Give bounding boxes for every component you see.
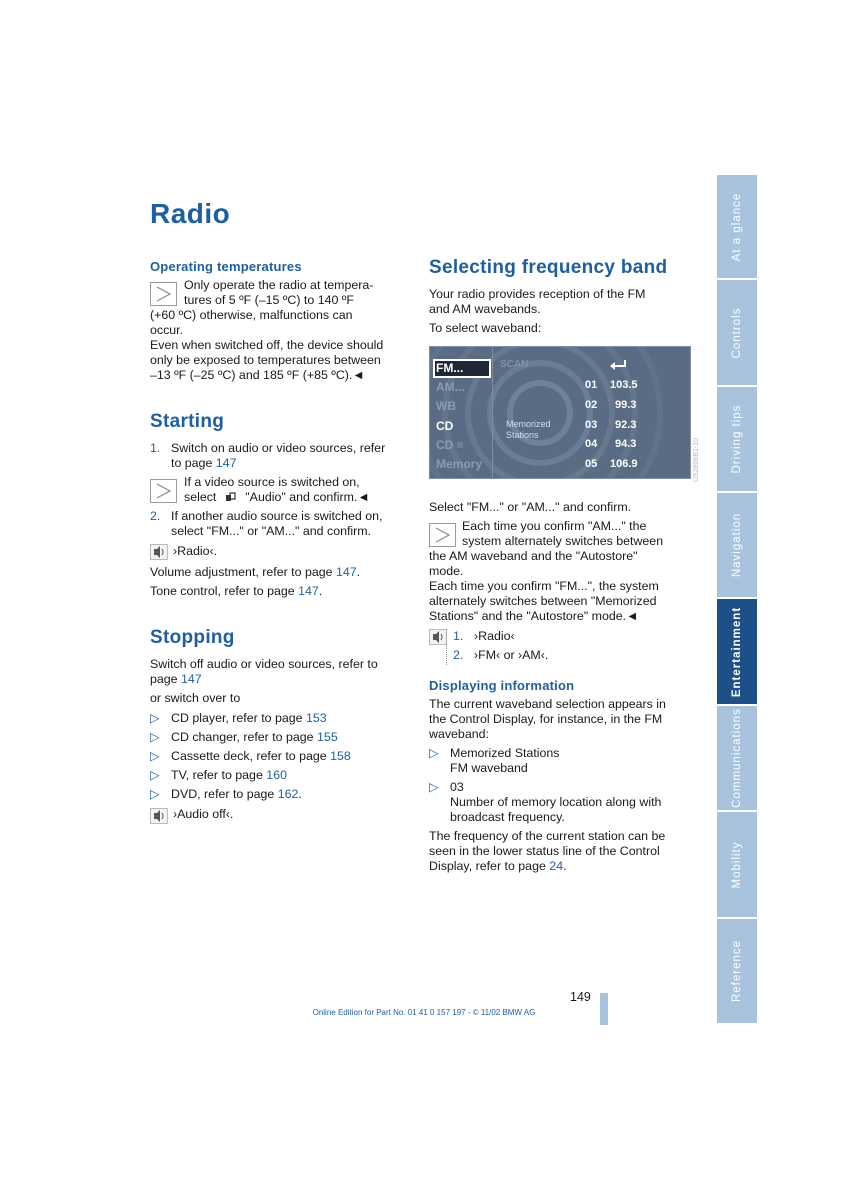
station-frequency: 99.3 [615, 399, 637, 411]
audio-menu-icon [220, 490, 242, 505]
station-number: 05 [585, 458, 598, 470]
station-frequency: 92.3 [615, 419, 637, 431]
stopping-text-line: Switch off audio or video sources, refer to [150, 657, 378, 671]
note-icon [429, 523, 456, 547]
step-number: 1. [150, 441, 161, 455]
waveband-note-line: Stations" and the "Autostore" mode.◄ [429, 609, 639, 623]
list-item: ▷ CD changer, refer to page 155 [150, 730, 338, 744]
station-number: 02 [585, 399, 598, 411]
tab-at-a-glance[interactable]: At a glance [717, 175, 757, 280]
bullet-icon: ▷ [150, 768, 160, 782]
waveband-note-line: the AM waveband and the "Autostore" [429, 549, 638, 563]
starting-step-2: If another audio source is switched on, [171, 509, 383, 523]
right-text-line: the Control Display, for instance, in the FM [429, 712, 663, 726]
op-temp-text-line: Even when switched off, the device should [150, 338, 384, 352]
station-number: 03 [585, 419, 598, 431]
starting-step-1: Switch on audio or video sources, refer [171, 441, 386, 455]
voice-step: 1. ›Radio‹ [453, 629, 515, 643]
starting-step-2: select "FM..." or "AM..." and confirm. [171, 524, 372, 538]
page-link[interactable]: 147 [181, 672, 202, 686]
list-item-detail: Number of memory location along with [450, 795, 662, 809]
image-code: US2806B1-10 [693, 438, 700, 482]
menu-item-am: AM... [436, 380, 465, 394]
control-display-image [429, 346, 691, 479]
tab-driving-tips[interactable]: Driving tips [717, 387, 757, 493]
voice-command-icon [429, 629, 447, 645]
right-text-line: To select waveband: [429, 321, 542, 335]
op-temp-note-line: tures of 5 ºF (–15 ºC) to 140 ºF [184, 293, 354, 307]
right-text-line: Display, refer to page 24. [429, 859, 567, 873]
station-frequency: 103.5 [610, 379, 638, 391]
page-link[interactable]: 24 [549, 859, 564, 873]
footer-edition: Online Edition for Part No. 01 41 0 157 197 - © 11/02 BMW AG [312, 1008, 536, 1017]
page-number: 149 [570, 990, 591, 1004]
video-note-line: select "Audio" and confirm.◄ [184, 490, 370, 504]
menu-item-memory: Memory [436, 457, 483, 471]
page-link[interactable]: 158 [330, 749, 351, 763]
station-number: 01 [585, 379, 598, 391]
list-item: ▷ 03 [429, 780, 464, 794]
page-link[interactable]: 160 [266, 768, 287, 782]
waveband-note-line: Each time you confirm "AM..." the [462, 519, 647, 533]
list-item-detail: broadcast frequency. [450, 810, 565, 824]
volume-ref: Volume adjustment, refer to page 147. [150, 565, 361, 579]
page-link[interactable]: 162 [277, 787, 299, 801]
voice-command-icon [150, 544, 168, 560]
page-link[interactable]: 155 [317, 730, 338, 744]
station-frequency: 106.9 [610, 458, 638, 470]
right-text-line: seen in the lower status line of the Control [429, 844, 660, 858]
scan-label: SCAN [500, 359, 529, 370]
list-item: ▷ CD player, refer to page 153 [150, 711, 327, 725]
tab-reference[interactable]: Reference [717, 919, 757, 1025]
tab-navigation[interactable]: Navigation [717, 493, 757, 599]
bullet-icon: ▷ [150, 749, 160, 763]
waveband-note-line: alternately switches between "Memorized [429, 594, 657, 608]
op-temp-text-line: occur. [150, 323, 184, 337]
menu-item-cd-changer: CD ≡ [436, 438, 464, 452]
list-item: ▷ DVD, refer to page 162. [150, 787, 302, 801]
voice-step: 2. ›FM‹ or ›AM‹. [453, 648, 549, 662]
bullet-icon: ▷ [150, 730, 160, 744]
page-link[interactable]: 147 [215, 456, 237, 470]
menu-item-wb: WB [436, 399, 456, 413]
video-note-line: If a video source is switched on, [184, 475, 360, 489]
op-temp-text-line: (+60 ºC) otherwise, malfunctions can [150, 308, 353, 322]
op-temp-text-line: only be exposed to temperatures between [150, 353, 381, 367]
list-item-detail: FM waveband [450, 761, 528, 775]
bullet-icon: ▷ [150, 711, 160, 725]
memorized-stations-label: Memorized Stations [506, 419, 551, 440]
operating-temperatures-heading: Operating temperatures [150, 259, 302, 274]
tab-entertainment[interactable]: Entertainment [717, 599, 757, 706]
tone-ref: Tone control, refer to page 147. [150, 584, 323, 598]
starting-heading: Starting [150, 411, 225, 432]
selecting-frequency-band-heading: Selecting frequency band [429, 257, 668, 278]
voice-divider [446, 629, 447, 665]
stopping-text-line: page 147 [150, 672, 202, 686]
right-text-line: waveband: [429, 727, 489, 741]
note-icon [150, 282, 177, 306]
page-link[interactable]: 153 [306, 711, 327, 725]
tab-controls[interactable]: Controls [717, 280, 757, 387]
tab-communications[interactable]: Communications [717, 706, 757, 812]
menu-item-fm: FM... [436, 361, 464, 375]
station-number: 04 [585, 438, 598, 450]
displaying-information-heading: Displaying information [429, 678, 575, 693]
page-link[interactable]: 147 [298, 584, 319, 598]
starting-step-1-ref: to page 147 [171, 456, 237, 470]
right-text-line: and AM wavebands. [429, 302, 541, 316]
voice-command-text: ›Audio off‹. [173, 807, 234, 821]
right-text-line: The frequency of the current station can be [429, 829, 666, 843]
waveband-note-line: Each time you confirm "FM...", the system [429, 579, 659, 593]
waveband-note-line: mode. [429, 564, 464, 578]
right-text-line: The current waveband selection appears in [429, 697, 666, 711]
list-item: ▷ Cassette deck, refer to page 158 [150, 749, 351, 763]
step-number: 2. [150, 509, 161, 523]
voice-command-icon [150, 808, 168, 824]
page-link[interactable]: 147 [335, 565, 357, 579]
voice-command-text: ›Radio‹. [173, 544, 218, 558]
station-frequency: 94.3 [615, 438, 637, 450]
note-icon [150, 479, 177, 503]
op-temp-note-line: Only operate the radio at tempera- [184, 278, 374, 292]
page-title: Radio [150, 198, 231, 229]
menu-item-cd: CD [436, 419, 454, 433]
back-arrow-icon [609, 357, 629, 376]
op-temp-text-line: –13 ºF (–25 ºC) and 185 ºF (+85 ºC).◄ [150, 368, 365, 382]
bullet-icon: ▷ [429, 780, 439, 794]
select-instruction: Select "FM..." or "AM..." and confirm. [429, 500, 632, 514]
bullet-icon: ▷ [150, 787, 160, 801]
list-item: ▷ TV, refer to page 160 [150, 768, 287, 782]
bullet-icon: ▷ [429, 746, 439, 760]
stopping-heading: Stopping [150, 627, 235, 648]
list-item: ▷ Memorized Stations [429, 746, 560, 760]
waveband-note-line: system alternately switches between [462, 534, 664, 548]
tab-mobility[interactable]: Mobility [717, 812, 757, 919]
right-text-line: Your radio provides reception of the FM [429, 287, 646, 301]
stopping-text-line: or switch over to [150, 691, 241, 705]
